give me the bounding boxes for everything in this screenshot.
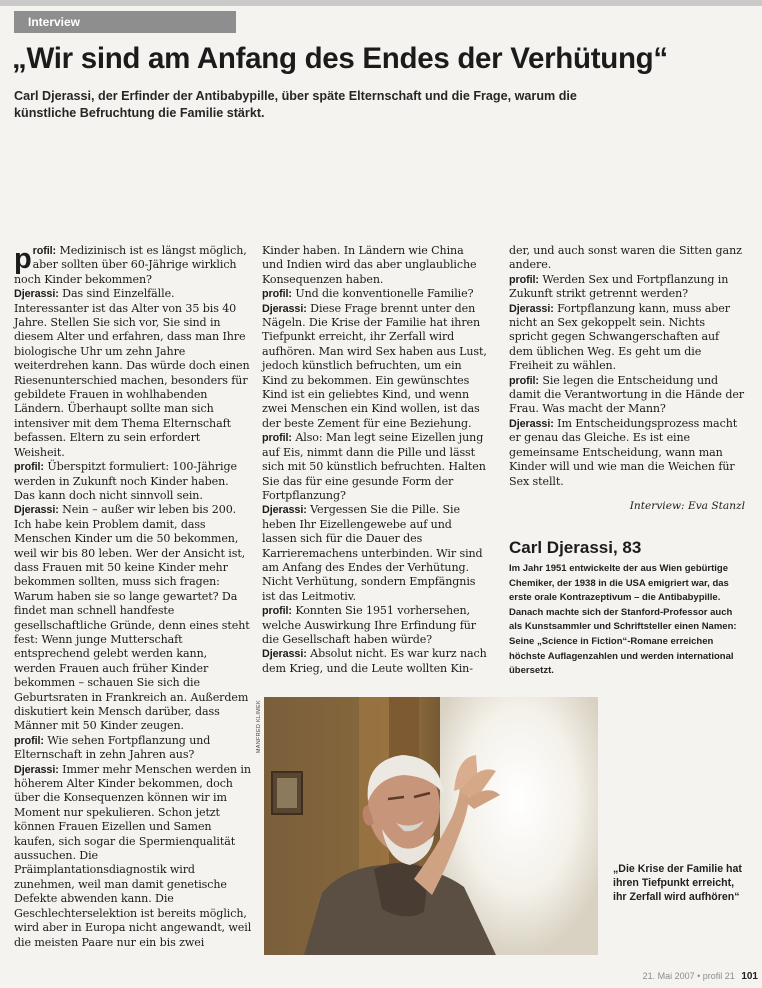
speaker-label: Djerassi:	[509, 302, 554, 315]
paragraph-text: Konnten Sie 1951 vorhersehen, welche Auswirkung Ihre Erfindung für die Gesellschaft haben würde?	[262, 604, 476, 646]
bio-box-title: Carl Djerassi, 83	[509, 538, 642, 557]
speaker-label: Djerassi:	[262, 504, 307, 517]
paragraph-text: Absolut nicht. Es war kurz nach dem Krieg, und die Leute wollten Kin-	[262, 647, 487, 675]
section-tag: Interview	[14, 11, 236, 33]
speaker-label: profil:	[14, 734, 44, 747]
paragraph-text: Werden Sex und Fortpflanzung in Zukunft strikt getrennt werden?	[509, 272, 729, 301]
paragraph-text: Das sind Einzelfälle. Interessanter ist das Alter von 35 bis 40 Jahre. Stellen Sie sich vor, Sie sind in diesem Alter und erfahren, dass man Ihre biologische Uhr um zehn Jahre weiterdrehen kann. Das würde doch einen Riesenunterschied machen, besonders für gebildete Frauen in wohlhabenden Ländern. Überhaupt sollte man sich intensiver mit dem Thema Elternschaft befassen. Eltern zu sein erfordert Weisheit.	[14, 287, 250, 459]
paragraph-text: Immer mehr Menschen werden in höherem Alter Kinder bekommen, doch über die Konsequenzen können wir im Moment nur spekulieren. Schon jetzt können Frauen Eizellen und Samen kaufen, sich sogar die Spermienqualität aussuchen. Die Präimplantationsdiagnostik wird zunehmen, weil man damit genetische Defekte abwenden kann. Die Geschlechterselektion ist bereits möglich, wird aber in Europa nicht angewandt, weil die meisten Paare nur ein bis zwei	[14, 762, 252, 949]
column-1	[14, 244, 252, 950]
paragraph	[14, 244, 252, 287]
paragraph	[14, 287, 252, 460]
paragraph	[509, 244, 745, 273]
photo-credit: MANFRED KLIMEK	[256, 700, 262, 754]
footer-date-issue: 21. Mai 2007 • profil 21	[642, 971, 735, 981]
paragraph-text: Im Entscheidungsprozess macht er genau das Gleiche. Es ist eine gemeinsame Entscheidung, wann man Kinder will und wie man die Weichen für Sex stellt.	[509, 416, 738, 488]
speaker-label: Djerassi:	[262, 302, 307, 315]
paragraph	[14, 503, 252, 734]
column-2	[262, 244, 488, 676]
page-footer	[643, 971, 758, 982]
paragraph-text: Also: Man legt seine Eizellen jung auf Eis, nimmt dann die Pille und lässt sich mit 50 künstlich befruchten. Halten Sie das für eine gesunde Form der Fortpflanzung?	[262, 431, 486, 502]
portrait-illustration	[264, 697, 598, 955]
pull-quote: „Die Krise der Familie hat ihren Tiefpunkt erreicht, ihr Zerfall wird aufhören“	[613, 863, 742, 903]
speaker-label: Djerassi:	[509, 417, 554, 430]
paragraph-text: Medizinisch ist es längst möglich, aber sollten über 60-Jährige wirklich noch Kinder bekommen?	[14, 244, 247, 286]
paragraph	[262, 287, 488, 301]
paragraph-text: Überspitzt formuliert: 100-Jährige werden in Zukunft noch Kinder haben. Das kann doch nicht sinnvoll sein.	[14, 460, 237, 502]
speaker-label: profil:	[262, 432, 292, 445]
paragraph	[509, 273, 745, 302]
bio-box-text: Im Jahr 1951 entwickelte der aus Wien gebürtige Chemiker, der 1938 in die USA emigriert war, das erste orale Kontrazeptivum – die Antibabypille. Danach machte sich der Stanford-Professor auch als Kunstsammler und Schriftsteller einen Namen: Seine „Science in Fiction“-Romane erreichen höchste Auflagenzahlen und werden international übersetzt.	[509, 563, 737, 677]
paragraph-text: Nein – außer wir leben bis 200. Ich habe kein Problem damit, dass Menschen Kinder um die 50 bekommen, weil wir bis 80 leben. Wer der Ansicht ist, dass Frauen mit 50 keine Kinder mehr bekommen sollten, muss sich fragen: Warum haben sie so lange gewartet? Da findet man schnell handfeste gesellschaftliche Gründe, denn eines steht fest: Wenn junge Mutterschaft entsprechend gelebt werden kann, werden Frauen auch früher Kinder bekommen – schauen Sie sich die Geburtsraten in Frankreich an. Außerdem diskutiert kein Mensch darüber, dass Männer mit 50 Kinder zeugen.	[14, 503, 250, 733]
speaker-label: Djerassi:	[262, 648, 307, 661]
paragraph-text: Und die konventionelle Familie?	[295, 287, 474, 301]
page-number: 101	[741, 971, 758, 982]
speaker-label: Djerassi:	[14, 763, 59, 776]
speaker-label: rofil:	[32, 245, 57, 257]
paragraph	[14, 763, 252, 950]
paragraph	[14, 460, 252, 503]
paragraph-text: Wie sehen Fortpflanzung und Elternschaft in zehn Jahren aus?	[14, 733, 211, 762]
speaker-label: profil:	[509, 273, 539, 286]
speaker-label: profil:	[14, 461, 44, 474]
speaker-label: profil:	[262, 605, 292, 618]
paragraph	[262, 244, 488, 287]
paragraph	[262, 431, 488, 503]
speaker-label: Djerassi:	[14, 504, 59, 517]
paragraph	[509, 417, 745, 489]
drop-cap: p	[14, 243, 32, 275]
paragraph-text: Fortpflanzung kann, muss aber nicht an Sex gekoppelt sein. Nichts spricht gegen Schwangerschaften auf dem üblichen Weg. Es geht um die Freiheit zu wählen.	[509, 301, 730, 373]
interview-credit: Interview: Eva Stanzl	[629, 500, 745, 512]
portrait-photo	[264, 697, 598, 955]
paragraph-text: Vergessen Sie die Pille. Sie heben Ihr Eizellengewebe auf und lassen sich für die Dauer des Karrieremachens unterbinden. Wir sind am Anfang des Endes der Verhütung. Nicht Verhütung, sondern Empfängnis ist das Leitmotiv.	[262, 503, 483, 603]
speaker-label: Djerassi:	[14, 288, 59, 301]
paragraph	[262, 302, 488, 432]
paragraph	[14, 734, 252, 763]
paragraph-text: der, und auch sonst waren die Sitten ganz andere.	[509, 244, 742, 272]
headline: „Wir sind am Anfang des Endes der Verhütung“	[12, 42, 668, 75]
paragraph	[509, 302, 745, 374]
paragraph	[509, 374, 745, 417]
column-3	[509, 244, 745, 489]
deck: Carl Djerassi, der Erfinder der Antibabypille, über späte Elternschaft und die Frage, warum die künstliche Befruchtung die Familie stärkt.	[14, 89, 577, 120]
paragraph-text: Kinder haben. In Ländern wie China und Indien wird das aber unglaubliche Konsequenzen haben.	[262, 244, 477, 286]
paragraph-text: Diese Frage brennt unter den Nägeln. Die Krise der Familie hat ihren Tiefpunkt erreicht, ihr Zerfall wird aufhören. Man wird Sex haben aus Lust, jedoch künstlich befruchten, um ein Kind zu bekommen. Ein gewünschtes Kind ist ein geliebtes Kind, und wenn zwei Menschen ein Kind wollen, ist das der beste Zement für eine Beziehung.	[262, 301, 487, 430]
paragraph	[262, 647, 488, 676]
top-rule	[0, 0, 762, 6]
speaker-label: profil:	[509, 374, 539, 387]
paragraph	[262, 503, 488, 604]
paragraph-text: Sie legen die Entscheidung und damit die Verantwortung in die Hände der Frau. Was macht der Mann?	[509, 373, 744, 416]
paragraph	[262, 604, 488, 647]
speaker-label: profil:	[262, 288, 292, 301]
